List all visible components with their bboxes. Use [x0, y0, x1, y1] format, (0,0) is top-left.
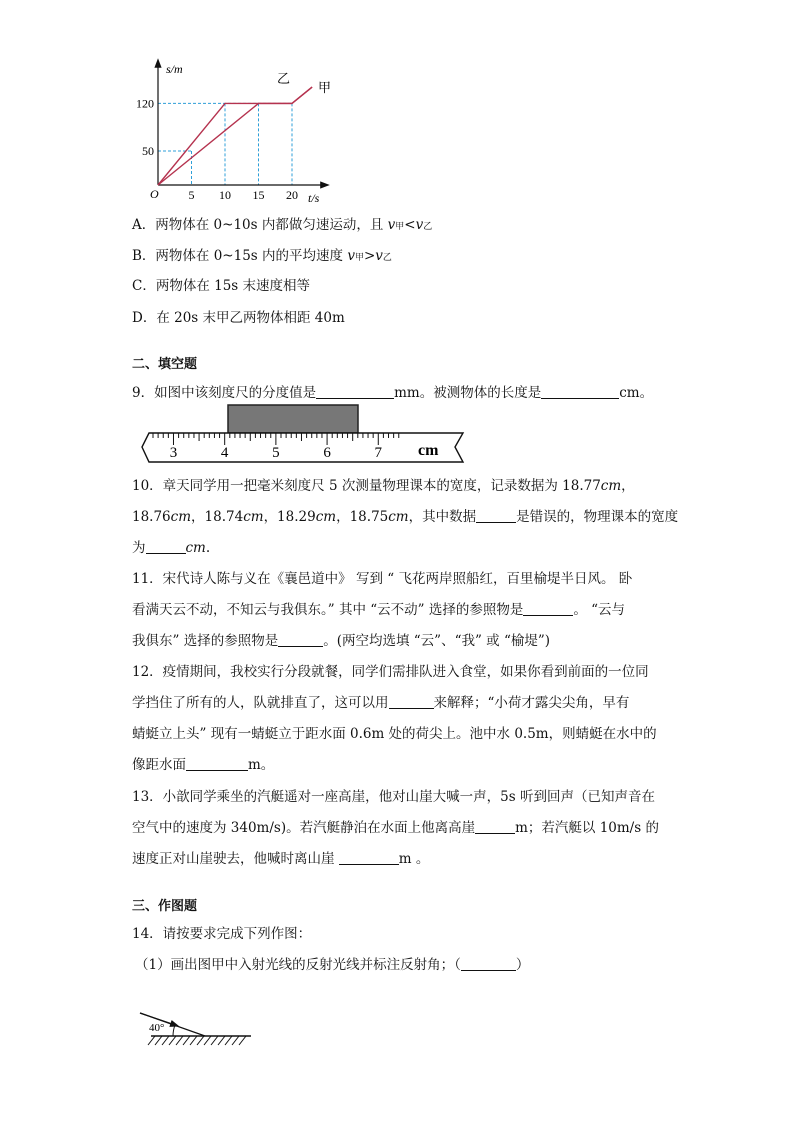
q9-text: 9．如图中该刻度尺的分度值是 mm。被测物体的长度是 cm。 — [132, 385, 654, 401]
section-title-drawing: 三、作图题 — [132, 899, 198, 914]
q13-line-3: 速度正对山崖驶去，他喊时离山崖 m 。 — [132, 851, 430, 867]
q10-line-2: 18.76cm，18.74cm，18.29cm，18.75cm，其中数据 是错误的，物理课本的宽度 — [132, 509, 679, 525]
hatch-line — [204, 1036, 211, 1045]
hatch-line — [225, 1036, 232, 1045]
x-tick-label: 20 — [286, 188, 298, 202]
q11-line-1: 11．宋代诗人陈与义在《襄邑道中》 写到 “ 飞花两岸照船红，百里榆堤半日风。 卧 — [132, 571, 633, 587]
x-tick-label: 5 — [188, 188, 195, 202]
hatch-line — [176, 1036, 183, 1045]
ruler-body — [142, 433, 463, 462]
guide-lines — [158, 103, 292, 185]
series-label-jia: 甲 — [318, 80, 332, 95]
angle-label: 40° — [149, 1022, 165, 1034]
q8-option-b: B．两物体在 0~15s 内的平均速度 v甲>v乙 — [132, 248, 392, 264]
q10-line-3: 为 cm. — [132, 540, 211, 556]
ruler-label: 4 — [220, 445, 229, 461]
x-axis-label: t/s — [308, 191, 320, 205]
q12-line-4: 像距水面 m。 — [132, 757, 275, 773]
q11-line-2: 看满天云不动，不知云与我俱东。” 其中 “云不动” 选择的参照物是 。 “云与 — [132, 602, 626, 618]
q11-line-3: 我俱东” 选择的参照物是 。(两空均选填 “云”、“我” 或 “榆堤”) — [132, 633, 551, 649]
ruler-label: 6 — [323, 445, 331, 461]
section-title-fill-blank: 二、填空题 — [132, 357, 198, 372]
angle-arc — [173, 1025, 175, 1036]
series-line-0 — [158, 87, 312, 185]
hatch-line — [162, 1036, 169, 1045]
s-t-graph — [120, 55, 350, 210]
hatch-line — [232, 1036, 239, 1045]
q12-line-2: 学挡住了所有的人，队就排直了，这可以用 来解释；“小荷才露尖尖角，早有 — [132, 695, 630, 711]
q8-option-c: C．两物体在 15s 末速度相等 — [132, 278, 311, 294]
hatch-line — [183, 1036, 190, 1045]
hatch-line — [211, 1036, 218, 1045]
q8-option-d: D．在 20s 末甲乙两物体相距 40m — [132, 310, 345, 326]
q12-line-1: 12．疫情期间，我校实行分段就餐，同学们需排队进入食堂，如果你看到前面的一位同 — [132, 664, 649, 680]
hatch-line — [197, 1036, 204, 1045]
ruler-label: 7 — [374, 445, 383, 461]
x-tick-label: 10 — [219, 188, 231, 202]
hatch-line — [190, 1036, 197, 1045]
series-label-yi: 乙 — [277, 71, 291, 86]
q14-line-2: （1）画出图甲中入射光线的反射光线并标注反射角；（ ） — [135, 957, 530, 973]
y-tick-label: 50 — [142, 144, 154, 158]
q10-line-1: 10．章天同学用一把毫米刻度尺 5 次测量物理课本的宽度，记录数据为 18.77cm， — [132, 478, 635, 494]
ruler-figure — [135, 402, 470, 468]
hatch-line — [148, 1036, 155, 1045]
mirror-hatching — [148, 1036, 246, 1045]
series-line-1 — [158, 87, 312, 185]
hatch-line — [169, 1036, 176, 1045]
q8-option-a: A．两物体在 0~10s 内都做匀速运动，且 v甲<v乙 — [132, 217, 433, 233]
origin-label: O — [150, 187, 159, 201]
y-axis-label: s/m — [166, 62, 183, 76]
measured-object — [228, 405, 358, 433]
hatch-line — [155, 1036, 162, 1045]
x-tick-label: 15 — [252, 188, 265, 202]
hatch-line — [239, 1036, 246, 1045]
ruler-label: 3 — [169, 445, 178, 461]
ruler-unit: cm — [418, 442, 439, 459]
reflection-figure — [135, 1005, 265, 1055]
ruler-label: 5 — [272, 445, 280, 461]
hatch-line — [218, 1036, 225, 1045]
y-tick-label: 120 — [136, 96, 154, 111]
q13-line-2: 空气中的速度为 340m/s)。若汽艇静泊在水面上他离高崖 m；若汽艇以 10m/s 的 — [132, 820, 659, 836]
q12-line-3: 蜻蜓立上头” 现有一蜻蜓立于距水面 0.6m 处的荷尖上。池中水 0.5m，则蜻蜓在水中的 — [132, 726, 657, 742]
q14-line-1: 14．请按要求完成下列作图： — [132, 926, 312, 942]
series-lines — [158, 87, 312, 185]
q13-line-1: 13．小歆同学乘坐的汽艇遥对一座高崖，他对山崖大喊一声，5s 听到回声（已知声音在 — [132, 789, 655, 805]
